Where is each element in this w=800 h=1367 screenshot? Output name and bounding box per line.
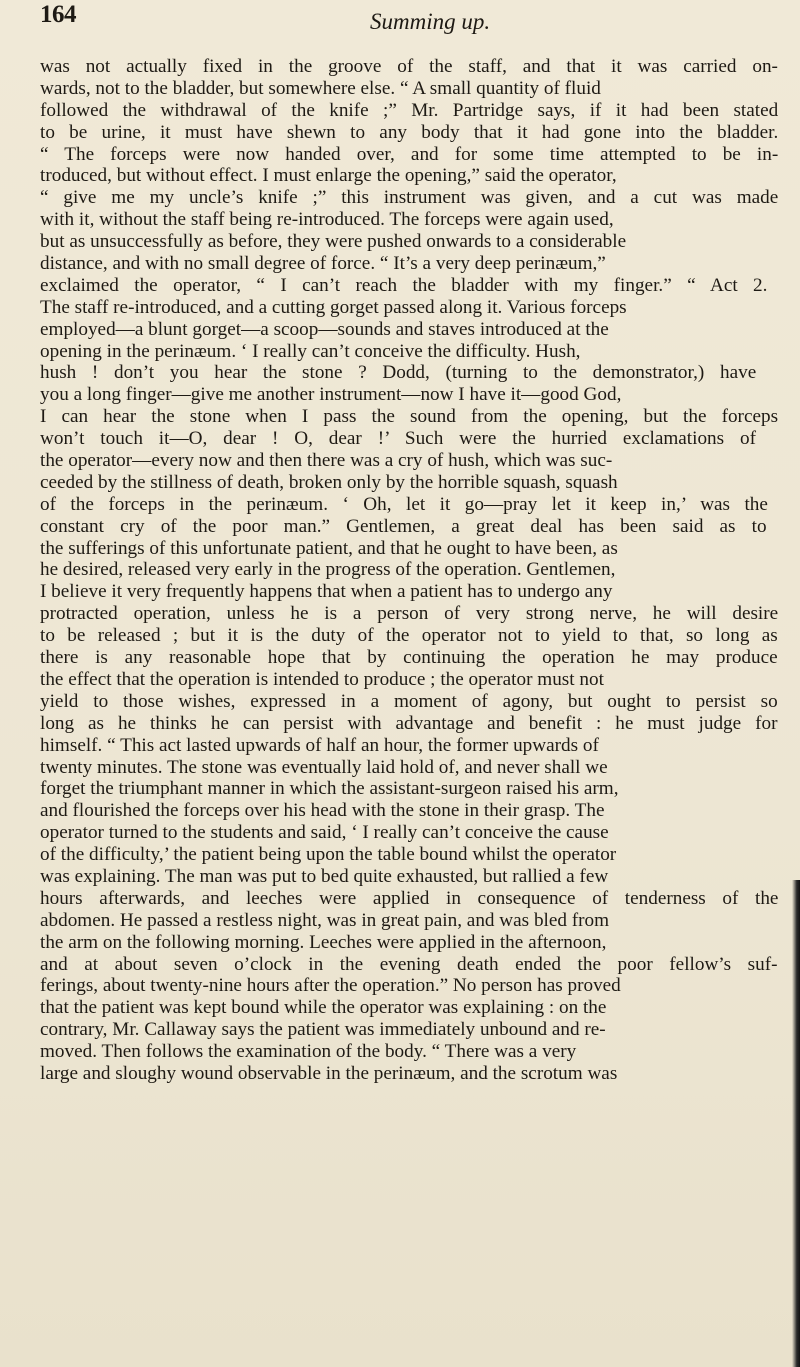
text-line: abdomen. He passed a restless night, was in great pain, and was bled from <box>40 909 610 931</box>
text-line: there is any reasonable hope that by continuing the operation he may produce <box>40 647 778 669</box>
text-line: constant cry of the poor man.” Gentlemen, a great deal has been said as to <box>40 515 767 537</box>
text-line: with it, without the staff being re-introduced. The forceps were again used, <box>40 209 614 231</box>
text-line: but as unsuccessfully as before, they were pushed onwards to a considerable <box>40 231 627 253</box>
text-line: you a long finger—give me another instrument—now I have it—good God, <box>40 384 622 406</box>
text-line: large and sloughy wound observable in the perinæum, and the scrotum was <box>40 1062 618 1084</box>
text-line: hush ! don’t you hear the stone ? Dodd, (turning to the demonstrator,) have <box>40 362 757 384</box>
text-line: “ The forceps were now handed over, and for some time attempted to be in- <box>40 143 778 165</box>
text-line: and at about seven o’clock in the evening death ended the poor fellow’s suf- <box>40 953 778 975</box>
text-line: the sufferings of this unfortunate patient, and that he ought to have been, as <box>40 537 618 559</box>
text-line: protracted operation, unless he is a person of very strong nerve, he will desire <box>40 603 778 625</box>
text-line: hours afterwards, and leeches were applied in consequence of tenderness of the <box>40 887 778 909</box>
text-line: I believe it very frequently happens that when a patient has to undergo any <box>40 581 613 603</box>
text-line: operator turned to the students and said, ‘ I really can’t conceive the cause <box>40 822 609 844</box>
text-line: ceeded by the stillness of death, broken only by the horrible squash, squash <box>40 471 618 493</box>
running-head: Summing up. <box>370 9 491 34</box>
text-line: long as he thinks he can persist with advantage and benefit : he must judge for <box>40 712 778 734</box>
text-line: was not actually fixed in the groove of the staff, and that it was carried on- <box>40 56 778 77</box>
text-line: forget the triumphant manner in which the assistant-surgeon raised his arm, <box>40 778 619 800</box>
text-line: exclaimed the operator, “ I can’t reach the bladder with my finger.” “ Act 2. <box>40 274 768 296</box>
text-line: and flourished the forceps over his head with the stone in their grasp. The <box>40 800 605 822</box>
body-text <box>40 56 778 1085</box>
text-line: of the difficulty,’ the patient being upon the table bound whilst the operator <box>40 844 617 866</box>
text-line: that the patient was kept bound while the operator was explaining : on the <box>40 997 607 1019</box>
text-line: the effect that the operation is intended to produce ; the operator must not <box>40 668 604 690</box>
text-line: moved. Then follows the examination of the body. “ There was a very <box>40 1041 577 1063</box>
text-line: opening in the perinæum. ‘ I really can’t conceive the difficulty. Hush, <box>40 340 581 362</box>
text-line: “ give me my uncle’s knife ;” this instrument was given, and a cut was made <box>40 187 778 209</box>
text-line: himself. “ This act lasted upwards of half an hour, the former upwards of <box>40 734 599 756</box>
text-line: yield to those wishes, expressed in a moment of agony, but ought to persist so <box>40 690 778 712</box>
text-line: was explaining. The man was put to bed quite exhausted, but rallied a few <box>40 865 609 887</box>
text-line: to be released ; but it is the duty of the operator not to yield to that, so long as <box>40 625 778 647</box>
text-line: The staff re-introduced, and a cutting gorget passed along it. Various forceps <box>40 296 627 318</box>
text-line: troduced, but without effect. I must enlarge the opening,” said the operator, <box>40 165 617 187</box>
page-number: 164 <box>40 1 76 28</box>
page-header <box>0 0 800 50</box>
text-line: he desired, released very early in the progress of the operation. Gentlemen, <box>40 559 616 581</box>
text-line: of the forceps in the perinæum. ‘ Oh, let it go—pray let it keep in,’ was the <box>40 493 768 515</box>
text-line: ferings, about twenty-nine hours after the operation.” No person has proved <box>40 975 621 997</box>
text-line: the operator—every now and then there was a cry of hush, which was suc- <box>40 450 613 472</box>
text-line: I can hear the stone when I pass the sound from the opening, but the forceps <box>40 406 778 428</box>
text-line: contrary, Mr. Callaway says the patient was immediately unbound and re- <box>40 1019 606 1041</box>
page-edge-shadow <box>792 880 800 1367</box>
text-line: employed—a blunt gorget—a scoop—sounds and staves introduced at the <box>40 318 609 340</box>
text-line: followed the withdrawal of the knife ;” Mr. Partridge says, if it had been stated <box>40 99 778 121</box>
text-line: wards, not to the bladder, but somewhere else. “ A small quantity of fluid <box>40 77 601 99</box>
text-line: won’t touch it—O, dear ! O, dear !’ Such were the hurried exclamations of <box>40 428 756 450</box>
text-line: distance, and with no small degree of force. “ It’s a very deep perinæum,” <box>40 253 606 275</box>
text-line: twenty minutes. The stone was eventually laid hold of, and never shall we <box>40 756 608 778</box>
text-line: to be urine, it must have shewn to any body that it had gone into the bladder. <box>40 121 778 143</box>
text-line: the arm on the following morning. Leeches were applied in the afternoon, <box>40 931 607 953</box>
